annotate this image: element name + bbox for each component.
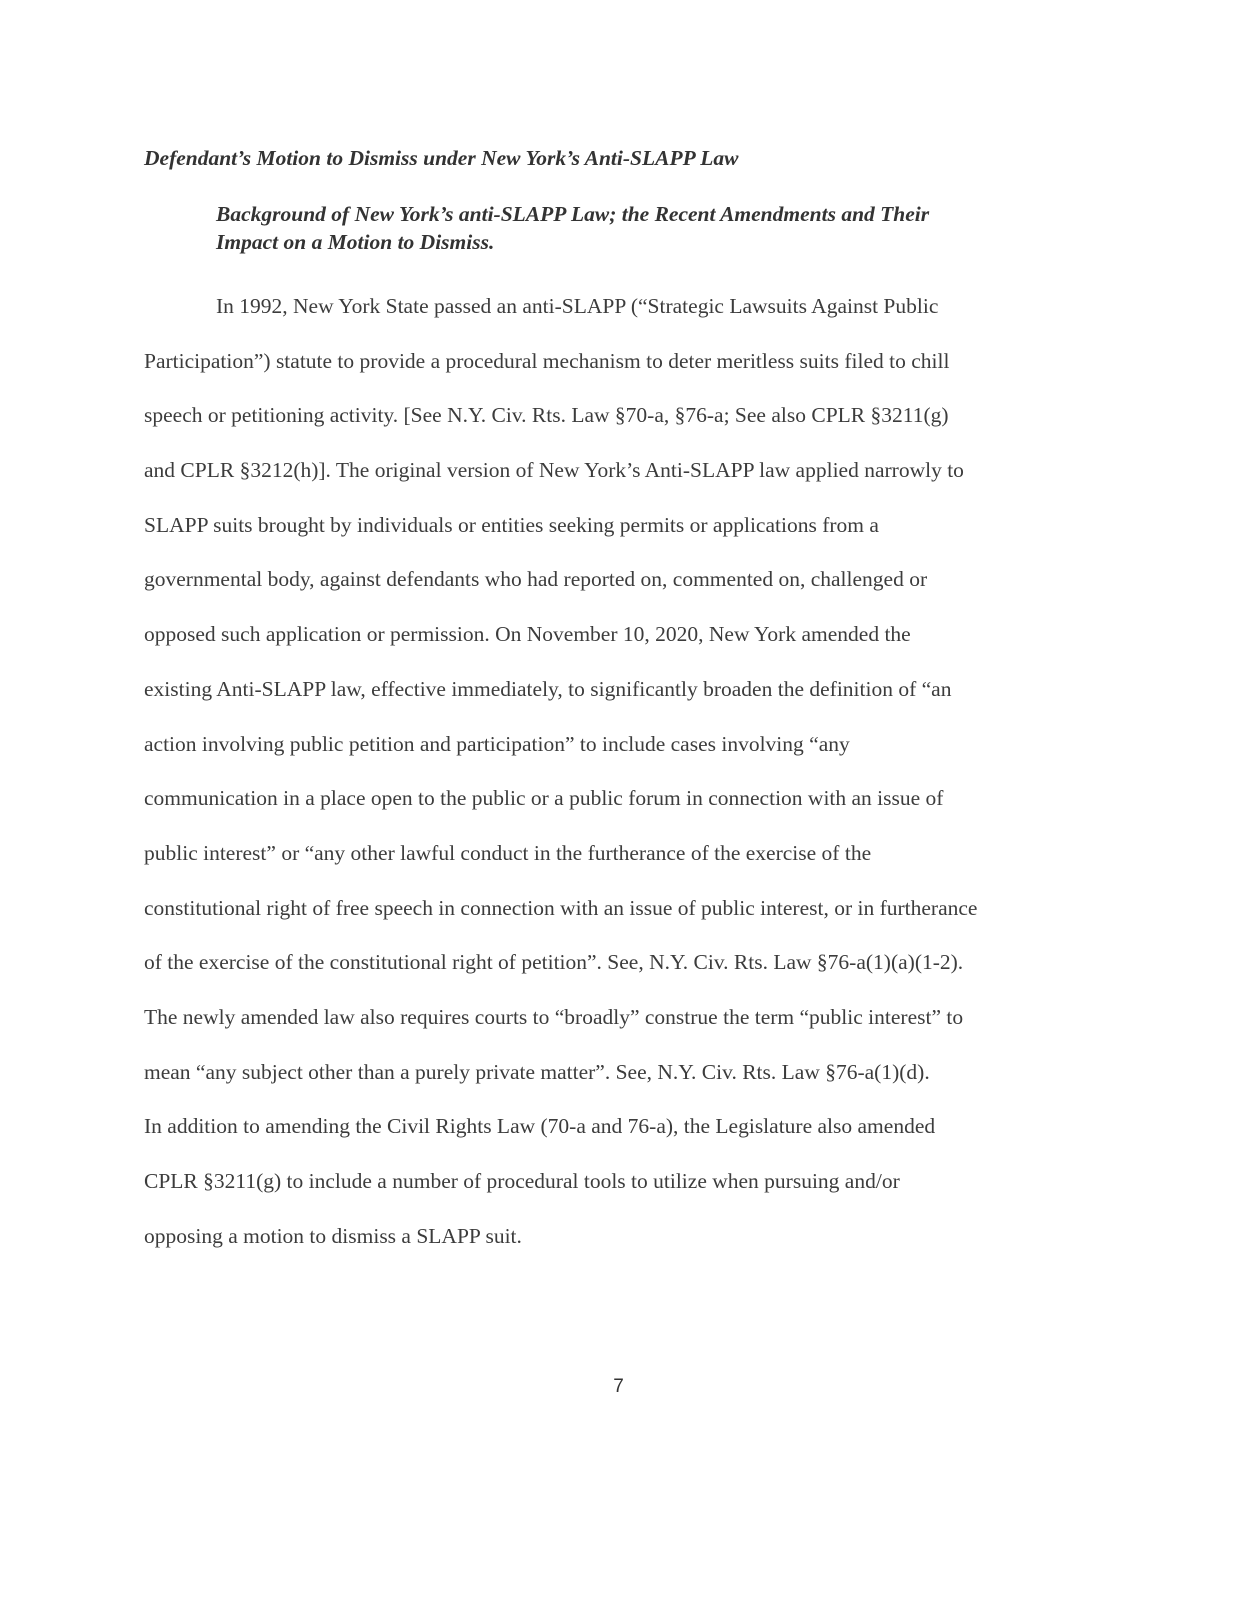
body-line: mean “any subject other than a purely private matter”. See, N.Y. Civ. Rts. Law §76-a(1)(d). (144, 1059, 930, 1084)
subsection-heading (216, 200, 1096, 256)
body-line: In addition to amending the Civil Rights Law (70-a and 76-a), the Legislature also amended (144, 1114, 936, 1139)
body-line: and CPLR §3212(h)]. The original version of New York’s Anti-SLAPP law applied narrowly to (144, 458, 964, 483)
body-line: opposed such application or permission. On November 10, 2020, New York amended the (144, 622, 911, 647)
body-line: speech or petitioning activity. [See N.Y. Civ. Rts. Law §70-a, §76-a; See also CPLR §3211(g) (144, 403, 949, 428)
body-line: of the exercise of the constitutional right of petition”. See, N.Y. Civ. Rts. Law §76-a(1)(a)(1-2). (144, 950, 964, 975)
subsection-heading-line: Impact on a Motion to Dismiss. (216, 230, 495, 254)
body-line: In 1992, New York State passed an anti-SLAPP (“Strategic Lawsuits Against Public (216, 294, 939, 318)
section-heading: Defendant’s Motion to Dismiss under New York’s Anti-SLAPP Law (144, 146, 739, 170)
body-line: SLAPP suits brought by individuals or entities seeking permits or applications from a (144, 512, 879, 537)
body-line: constitutional right of free speech in connection with an issue of public interest, or in furtherance (144, 895, 978, 920)
body-line: The newly amended law also requires courts to “broadly” construe the term “public interest” to (144, 1004, 964, 1029)
body-line: CPLR §3211(g) to include a number of procedural tools to utilize when pursuing and/or (144, 1169, 900, 1193)
subsection-heading-line: Background of New York’s anti-SLAPP Law; the Recent Amendments and Their (216, 202, 930, 226)
body-line: action involving public petition and participation” to include cases involving “any (144, 731, 850, 756)
body-line: opposing a motion to dismiss a SLAPP suit. (144, 1223, 522, 1248)
body-line: existing Anti-SLAPP law, effective immediately, to significantly broaden the definition of “an (144, 676, 952, 701)
page-number: 7 (613, 1376, 624, 1397)
body-line: governmental body, against defendants who had reported on, commented on, challenged or (144, 567, 928, 592)
body-paragraph (144, 279, 1104, 1263)
body-line: Participation”) statute to provide a procedural mechanism to deter meritless suits filed to chill (144, 348, 950, 373)
body-line: communication in a place open to the public or a public forum in connection with an issue of (144, 786, 944, 811)
body-line: public interest” or “any other lawful conduct in the furtherance of the exercise of the (144, 840, 872, 865)
